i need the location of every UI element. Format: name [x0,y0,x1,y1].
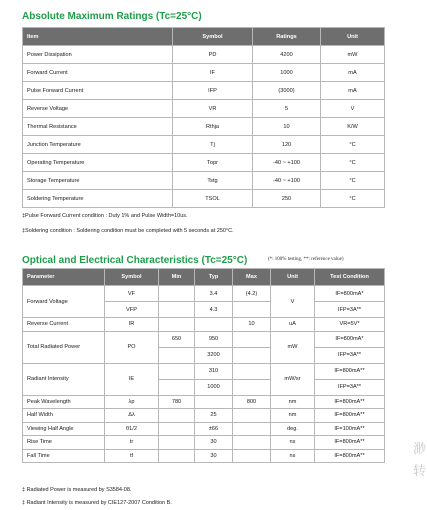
cell-symbol: PD [173,46,253,64]
cell-item: Power Dissipation [23,46,173,64]
cell-condition: IF=100mA** [315,422,385,436]
cell-parameter: Total Radiated Power [23,331,105,363]
cell-condition: IF=800mA** [315,409,385,423]
cell-rating: 120 [253,136,321,154]
cell-min [159,409,195,423]
cell-min: 780 [159,395,195,409]
cell-symbol: VF [105,286,159,302]
opt-note: ‡ Radiated Power is measured by S3584-08. [22,487,132,493]
cell-condition: IFP=3A** [315,347,385,363]
cell-max: (4.2) [233,286,271,302]
cell-rating: (3000) [253,82,321,100]
cell-min [159,363,195,379]
cell-unit: V [321,100,385,118]
cell-max [233,379,271,395]
optical-characteristics-table [22,268,385,463]
cell-item: Forward Current [23,64,173,82]
cell-typ: 4.3 [195,302,233,318]
cell-symbol: tr [105,436,159,450]
col-header: Test Condition [315,269,385,286]
table-row [23,172,385,190]
cell-condition: VR=5V* [315,318,385,332]
table-header-row [23,269,385,286]
table-row [23,395,385,409]
table-row [23,363,385,379]
cell-condition: IF=800mA** [315,449,385,463]
cell-symbol: Tstg [173,172,253,190]
cell-symbol: IF [173,64,253,82]
cell-min: 650 [159,331,195,347]
watermark-glyph: 转 [413,464,427,479]
cell-unit: °C [321,190,385,208]
opt-note: ‡ Radiant Intensity is measured by CIE127-2007 Condition B. [22,500,172,506]
cell-item: Junction Temperature [23,136,173,154]
cell-typ [195,395,233,409]
cell-typ: ±66 [195,422,233,436]
cell-item: Operating Temperature [23,154,173,172]
abs-ratings-title: Absolute Maximum Ratings (Tc=25°C) [22,11,202,22]
cell-typ: 1000 [195,379,233,395]
cell-parameter: Viewing Half Angle [23,422,105,436]
watermark-glyph: 渺 [413,442,427,457]
table-row [23,100,385,118]
testing-legend: (*: 100% testing, **: reference value) [268,257,344,262]
cell-symbol: VFP [105,302,159,318]
cell-min [159,302,195,318]
cell-typ: 950 [195,331,233,347]
cell-min [159,318,195,332]
cell-symbol: PO [105,331,159,363]
cell-rating: -40 ~ +100 [253,172,321,190]
cell-symbol: IFP [173,82,253,100]
table-row [23,136,385,154]
cell-parameter: Reverse Current [23,318,105,332]
cell-min [159,379,195,395]
cell-parameter: Peak Wavelength [23,395,105,409]
cell-typ: 25 [195,409,233,423]
cell-min [159,347,195,363]
cell-unit: mW/sr [271,363,315,395]
cell-max [233,422,271,436]
cell-rating: 250 [253,190,321,208]
col-header: Ratings [253,28,321,46]
cell-typ: 30 [195,436,233,450]
cell-rating: -40 ~ +100 [253,154,321,172]
table-row [23,190,385,208]
cell-unit: nm [271,395,315,409]
cell-symbol: θ1/2 [105,422,159,436]
table-row [23,286,385,302]
cell-unit: °C [321,136,385,154]
cell-unit: deg. [271,422,315,436]
cell-rating: 5 [253,100,321,118]
cell-symbol: IR [105,318,159,332]
cell-condition: IF=800mA* [315,331,385,347]
table-row [23,64,385,82]
cell-symbol: VR [173,100,253,118]
cell-max: 800 [233,395,271,409]
col-header: Typ [195,269,233,286]
opt-char-title: Optical and Electrical Characteristics (Tc=25°C) [22,255,248,266]
cell-rating: 4200 [253,46,321,64]
cell-max [233,449,271,463]
cell-max [233,302,271,318]
table-row [23,449,385,463]
cell-symbol: Topr [173,154,253,172]
cell-max [233,436,271,450]
abs-note: ‡Soldering condition : Soldering condition must be completed with 5 seconds at 250°C. [22,228,234,234]
cell-symbol: λp [105,395,159,409]
cell-unit: K/W [321,118,385,136]
cell-unit: mW [271,331,315,363]
table-row [23,154,385,172]
cell-unit: ns [271,436,315,450]
table-header-row [23,28,385,46]
table-row [23,436,385,450]
cell-min [159,436,195,450]
col-header: Symbol [105,269,159,286]
cell-unit: V [271,286,315,318]
table-row [23,422,385,436]
cell-parameter: Forward Voltage [23,286,105,318]
cell-condition: IFP=3A** [315,302,385,318]
cell-rating: 10 [253,118,321,136]
cell-max: 10 [233,318,271,332]
cell-typ: 310 [195,363,233,379]
cell-condition: IF=800mA* [315,286,385,302]
table-row [23,318,385,332]
cell-item: Pulse Forward Current [23,82,173,100]
cell-symbol: IE [105,363,159,395]
cell-parameter: Radiant Intensity [23,363,105,395]
cell-min [159,449,195,463]
cell-max [233,347,271,363]
absolute-ratings-table [22,27,385,208]
cell-condition: IFP=3A** [315,379,385,395]
cell-condition: IF=800mA** [315,363,385,379]
cell-unit: uA [271,318,315,332]
cell-item: Thermal Resistance [23,118,173,136]
cell-item: Reverse Voltage [23,100,173,118]
cell-unit: mA [321,82,385,100]
abs-note: ‡Pulse Forward Current condition : Duty 1% and Pulse Width=10us. [22,213,188,219]
col-header: Parameter [23,269,105,286]
cell-unit: ns [271,449,315,463]
cell-typ: 3.4 [195,286,233,302]
cell-max [233,409,271,423]
cell-max [233,331,271,347]
table-row [23,409,385,423]
cell-condition: IF=800mA** [315,395,385,409]
table-row [23,82,385,100]
cell-parameter: Rise Time [23,436,105,450]
col-header: Item [23,28,173,46]
table-row [23,46,385,64]
cell-symbol: tf [105,449,159,463]
cell-unit: mA [321,64,385,82]
col-header: Min [159,269,195,286]
cell-condition: IF=800mA** [315,436,385,450]
table-row [23,118,385,136]
cell-unit: mW [321,46,385,64]
cell-typ: 3200 [195,347,233,363]
col-header: Max [233,269,271,286]
cell-symbol: Δλ [105,409,159,423]
cell-parameter: Half Width [23,409,105,423]
cell-parameter: Fall Time [23,449,105,463]
cell-symbol: Rthja [173,118,253,136]
cell-typ [195,318,233,332]
cell-symbol: Tj [173,136,253,154]
cell-typ: 30 [195,449,233,463]
col-header: Symbol [173,28,253,46]
table-row [23,331,385,347]
cell-symbol: TSOL [173,190,253,208]
col-header: Unit [271,269,315,286]
cell-min [159,422,195,436]
cell-item: Storage Temperature [23,172,173,190]
cell-unit: °C [321,154,385,172]
col-header: Unit [321,28,385,46]
cell-unit: nm [271,409,315,423]
cell-min [159,286,195,302]
cell-rating: 1000 [253,64,321,82]
cell-item: Soldering Temperature [23,190,173,208]
cell-unit: °C [321,172,385,190]
cell-max [233,363,271,379]
